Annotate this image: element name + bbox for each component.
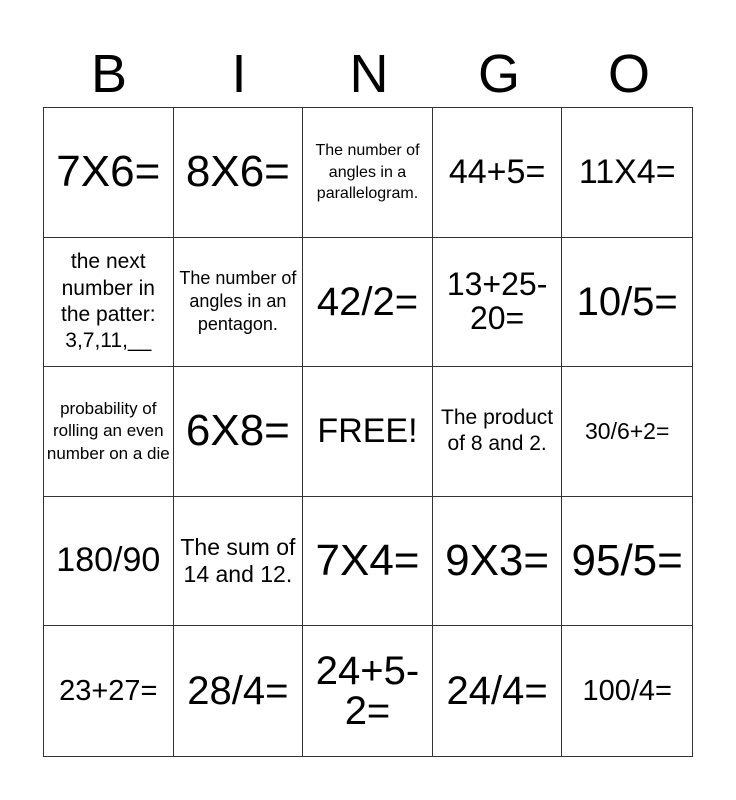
header-letter-n: N bbox=[349, 44, 389, 104]
bingo-cell-r5-c1[interactable] bbox=[44, 626, 174, 756]
bingo-cell-r4-c5[interactable] bbox=[562, 497, 692, 627]
cell-text: 180/90 bbox=[56, 541, 161, 580]
header-letter-o: O bbox=[607, 44, 650, 104]
cell-text: 100/4= bbox=[582, 674, 672, 707]
cell-text: 30/6+2= bbox=[584, 417, 670, 444]
bingo-cell-r1-c3[interactable] bbox=[303, 108, 433, 238]
cell-text: The number of angles in an pentagon. bbox=[179, 268, 297, 335]
bingo-cell-r1-c4[interactable] bbox=[433, 108, 563, 238]
cell-text: 8X6= bbox=[185, 147, 290, 197]
header-letter-i: I bbox=[231, 44, 247, 104]
bingo-cell-r2-c3[interactable] bbox=[303, 238, 433, 368]
cell-text: 10/5= bbox=[576, 279, 678, 324]
cell-text: 44+5= bbox=[448, 152, 546, 191]
bingo-cell-r4-c4[interactable] bbox=[433, 497, 563, 627]
cell-text: 28/4= bbox=[187, 669, 289, 714]
bingo-cell-r5-c5[interactable] bbox=[562, 626, 692, 756]
bingo-cell-r3-c4[interactable] bbox=[433, 367, 563, 497]
bingo-cell-r5-c2[interactable] bbox=[174, 626, 304, 756]
bingo-cell-r2-c1[interactable] bbox=[44, 238, 174, 368]
bingo-cell-r4-c1[interactable] bbox=[44, 497, 174, 627]
cell-text: 42/2= bbox=[316, 279, 419, 324]
cell-text: probability of rolling an even number on a die bbox=[46, 399, 170, 463]
bingo-cell-r2-c2[interactable] bbox=[174, 238, 304, 368]
bingo-cell-r1-c2[interactable] bbox=[174, 108, 304, 238]
bingo-card-grid bbox=[43, 107, 693, 757]
bingo-cell-r2-c4[interactable] bbox=[433, 238, 563, 368]
cell-text: The number of angles in a parallelogram. bbox=[315, 141, 420, 203]
cell-text: 6X8= bbox=[185, 406, 290, 456]
bingo-cell-r1-c1[interactable] bbox=[44, 108, 174, 238]
bingo-cell-r3-c3[interactable] bbox=[303, 367, 433, 497]
cell-text: 24/4= bbox=[446, 669, 548, 714]
bingo-header bbox=[44, 40, 694, 108]
bingo-cell-r4-c3[interactable] bbox=[303, 497, 433, 627]
header-letter-g: G bbox=[477, 44, 520, 104]
cell-text: The product of 8 and 2. bbox=[441, 406, 554, 456]
header-letter-b: B bbox=[90, 44, 128, 104]
bingo-cell-r5-c4[interactable] bbox=[433, 626, 563, 756]
bingo-cell-r5-c3[interactable] bbox=[303, 626, 433, 756]
bingo-cell-r1-c5[interactable] bbox=[562, 108, 692, 238]
bingo-cell-r3-c1[interactable] bbox=[44, 367, 174, 497]
cell-text: 24+5-2= bbox=[315, 649, 420, 734]
cell-text: 95/5= bbox=[571, 536, 683, 586]
cell-text: 13+25-20= bbox=[446, 266, 548, 336]
bingo-cell-r2-c5[interactable] bbox=[562, 238, 692, 368]
cell-text: 9X3= bbox=[445, 536, 550, 586]
cell-text: The sum of 14 and 12. bbox=[180, 533, 296, 588]
bingo-cell-r4-c2[interactable] bbox=[174, 497, 304, 627]
bingo-cell-r3-c2[interactable] bbox=[174, 367, 304, 497]
cell-text: 23+27= bbox=[59, 674, 158, 707]
bingo-cell-r3-c5[interactable] bbox=[562, 367, 692, 497]
cell-text: 7X6= bbox=[56, 147, 161, 197]
cell-text: 7X4= bbox=[315, 536, 420, 586]
cell-text: 11X4= bbox=[578, 152, 676, 191]
cell-text: the next number in the patter: 3,7,11,__ bbox=[61, 250, 156, 353]
cell-text: FREE! bbox=[317, 411, 418, 450]
